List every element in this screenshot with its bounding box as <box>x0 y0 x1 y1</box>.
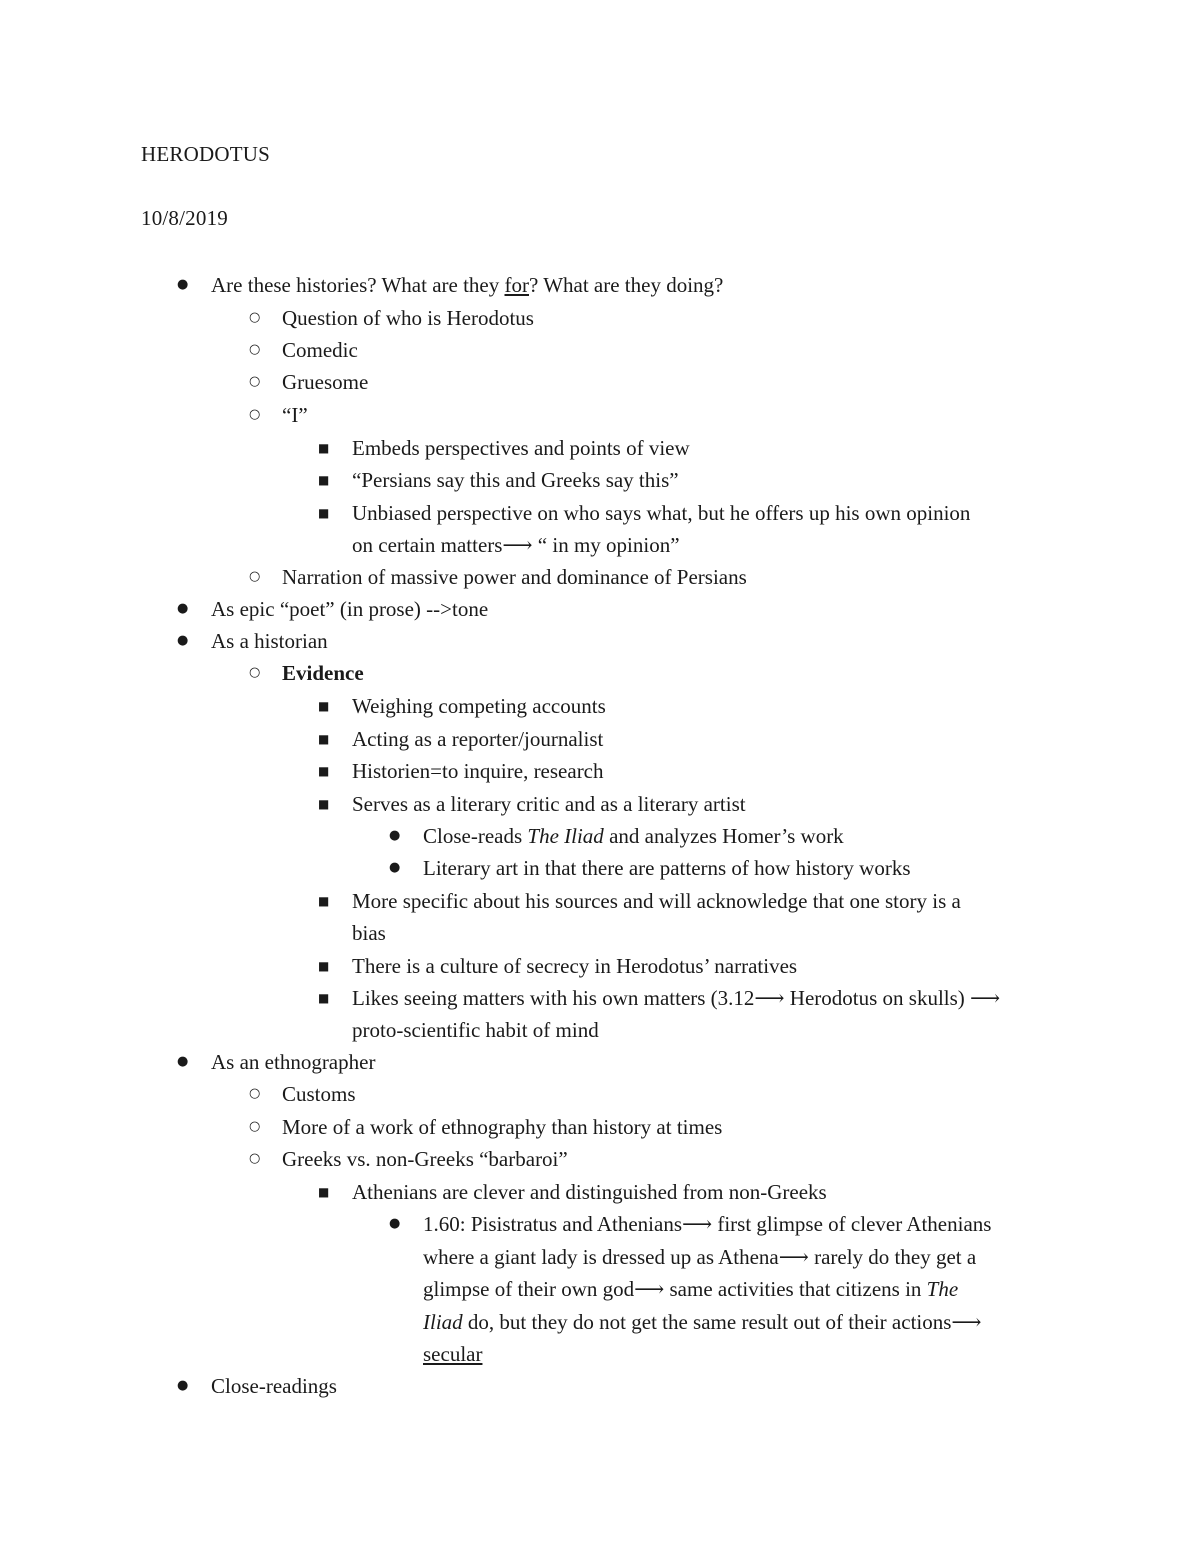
disc-bullet-icon: ● <box>177 633 189 648</box>
square-bullet-icon: ■ <box>318 764 330 778</box>
item-text: Close-reads <box>423 824 528 848</box>
square-bullet-icon: ■ <box>318 699 330 713</box>
list-item <box>211 269 723 302</box>
item-text: Are these histories? What are they <box>211 273 505 297</box>
circle-bullet-icon: ○ <box>249 407 261 422</box>
disc-bullet-icon: ● <box>177 1378 189 1393</box>
list-item: As an ethnographer <box>211 1050 376 1074</box>
list-item: “I” <box>282 403 308 427</box>
disc-bullet-icon: ● <box>177 601 189 616</box>
list-item-continuation: bias <box>352 921 386 945</box>
item-text: do, but they do not get the same result out of their actions⟶ <box>462 1310 982 1334</box>
list-item: Acting as a reporter/journalist <box>352 727 604 751</box>
list-item-continuation <box>423 1273 958 1306</box>
square-bullet-icon: ■ <box>318 894 330 908</box>
disc-bullet-icon: ● <box>177 277 189 292</box>
list-item: Embeds perspectives and points of view <box>352 436 690 460</box>
list-item: More of a work of ethnography than history at times <box>282 1115 723 1139</box>
list-item: Customs <box>282 1082 356 1106</box>
list-item: Question of who is Herodotus <box>282 306 534 330</box>
list-item-continuation: where a giant lady is dressed up as Athena⟶ rarely do they get a <box>423 1245 977 1269</box>
list-item-continuation: proto-scientific habit of mind <box>352 1018 599 1042</box>
disc-bullet-icon: ● <box>389 1216 401 1231</box>
circle-bullet-icon: ○ <box>249 1086 261 1101</box>
circle-bullet-icon: ○ <box>249 1151 261 1166</box>
list-item-heading: Evidence <box>282 661 364 685</box>
list-item: There is a culture of secrecy in Herodotus’ narratives <box>352 954 798 978</box>
list-item: Literary art in that there are patterns of how history works <box>423 856 911 880</box>
list-item: Athenians are clever and distinguished from non-Greeks <box>352 1180 827 1204</box>
list-item: Weighing competing accounts <box>352 694 606 718</box>
italic-title: The <box>926 1277 959 1301</box>
date-line: 10/8/2019 <box>141 206 228 230</box>
circle-bullet-icon: ○ <box>249 374 261 389</box>
circle-bullet-icon: ○ <box>249 342 261 357</box>
list-item-continuation <box>423 1306 982 1339</box>
circle-bullet-icon: ○ <box>249 310 261 325</box>
list-item: Likes seeing matters with his own matters (3.12⟶ Herodotus on skulls) ⟶ <box>352 986 1001 1010</box>
item-text: glimpse of their own god⟶ same activities that citizens in <box>423 1277 927 1301</box>
disc-bullet-icon: ● <box>177 1054 189 1069</box>
square-bullet-icon: ■ <box>318 732 330 746</box>
list-item: Serves as a literary critic and as a literary artist <box>352 792 746 816</box>
list-item: As epic “poet” (in prose) -->tone <box>211 597 489 621</box>
page-title: HERODOTUS <box>141 142 270 166</box>
italic-title: The Iliad <box>527 824 604 848</box>
list-item: Close-readings <box>211 1374 337 1398</box>
list-item: Narration of massive power and dominance of Persians <box>282 565 747 589</box>
list-item <box>423 820 844 853</box>
disc-bullet-icon: ● <box>389 860 401 875</box>
list-item: Unbiased perspective on who says what, but he offers up his own opinion <box>352 501 971 525</box>
underlined-text: for <box>504 273 529 297</box>
square-bullet-icon: ■ <box>318 797 330 811</box>
square-bullet-icon: ■ <box>318 959 330 973</box>
list-item: Greeks vs. non-Greeks “barbaroi” <box>282 1147 568 1171</box>
list-item: “Persians say this and Greeks say this” <box>352 468 679 492</box>
square-bullet-icon: ■ <box>318 473 330 487</box>
list-item: Comedic <box>282 338 358 362</box>
circle-bullet-icon: ○ <box>249 665 261 680</box>
list-item: As a historian <box>211 629 328 653</box>
square-bullet-icon: ■ <box>318 506 330 520</box>
list-item-continuation: secular <box>423 1342 483 1366</box>
square-bullet-icon: ■ <box>318 1185 330 1199</box>
item-text: ? What are they doing? <box>529 273 724 297</box>
italic-title: Iliad <box>423 1310 463 1334</box>
list-item: 1.60: Pisistratus and Athenians⟶ first glimpse of clever Athenians <box>423 1212 992 1236</box>
circle-bullet-icon: ○ <box>249 1119 261 1134</box>
list-item: More specific about his sources and will acknowledge that one story is a <box>352 889 961 913</box>
item-text: and analyzes Homer’s work <box>603 824 844 848</box>
square-bullet-icon: ■ <box>318 441 330 455</box>
list-item: Gruesome <box>282 370 369 394</box>
list-item: Historien=to inquire, research <box>352 759 604 783</box>
disc-bullet-icon: ● <box>389 828 401 843</box>
circle-bullet-icon: ○ <box>249 569 261 584</box>
square-bullet-icon: ■ <box>318 991 330 1005</box>
list-item-continuation: on certain matters⟶ “ in my opinion” <box>352 533 680 557</box>
